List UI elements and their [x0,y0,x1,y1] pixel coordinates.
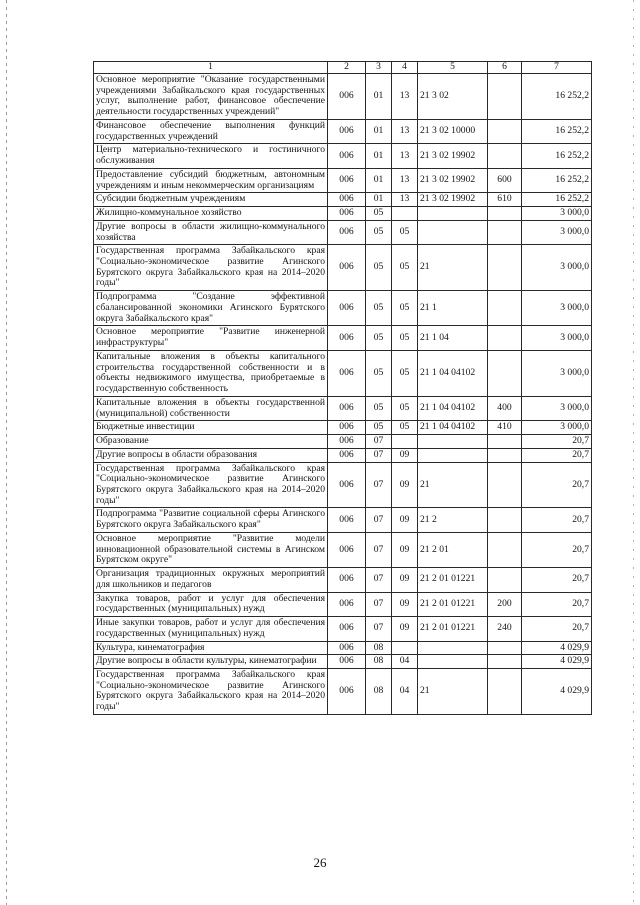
row-expense-type-cell [488,568,522,592]
row-target-article-cell: 21 3 02 19902 [418,144,488,168]
row-target-article-cell: 21 2 [418,508,488,532]
row-target-article-cell: 21 2 01 01221 [418,568,488,592]
row-amount-cell: 4 029,9 [522,641,592,655]
row-section-cell: 07 [366,592,392,616]
row-subsection-cell: 09 [392,592,418,616]
table-row [94,350,592,396]
row-name-cell: Государственная программа Забайкальского края "Социально-экономическое развитие Агинского Бурятского округа Забайкальского края на 2014–2020 годы" [94,245,328,291]
row-target-article-cell: 21 2 01 [418,532,488,567]
row-expense-type-cell [488,462,522,508]
row-expense-type-cell: 410 [488,421,522,435]
row-expense-type-cell [488,326,522,350]
row-admin-code-cell: 006 [328,350,366,396]
row-section-cell: 01 [366,193,392,207]
row-name-cell: Культура, кинематография [94,641,328,655]
row-amount-cell: 20,7 [522,592,592,616]
row-name-cell: Государственная программа Забайкальского края "Социально-экономическое развитие Агинского Бурятского округа Забайкальского края на 2014–2020 годы" [94,668,328,714]
row-section-cell: 08 [366,641,392,655]
row-name-cell: Государственная программа Забайкальского края "Социально-экономическое развитие Агинского Бурятского округа Забайкальского края на 2014–2020 годы" [94,462,328,508]
row-target-article-cell [418,435,488,449]
row-name-cell: Жилищно-коммунальное хозяйство [94,207,328,221]
row-admin-code-cell: 006 [328,193,366,207]
row-amount-cell: 20,7 [522,462,592,508]
row-target-article-cell: 21 1 04 [418,326,488,350]
row-amount-cell: 3 000,0 [522,396,592,420]
row-subsection-cell: 04 [392,668,418,714]
page-number: 26 [313,855,327,870]
row-section-cell: 07 [366,435,392,449]
table-row [94,245,592,291]
row-section-cell: 05 [366,291,392,326]
row-amount-cell: 3 000,0 [522,207,592,221]
row-admin-code-cell: 006 [328,592,366,616]
table-body [94,74,592,715]
row-name-cell: Подпрограмма "Развитие социальной сферы Агинского Бурятского округа Забайкальского края" [94,508,328,532]
row-amount-cell: 20,7 [522,448,592,462]
row-amount-cell: 4 029,9 [522,668,592,714]
row-subsection-cell [392,207,418,221]
row-amount-cell: 20,7 [522,617,592,641]
table-row [94,168,592,192]
row-amount-cell: 16 252,2 [522,193,592,207]
header-col-2: 2 [328,62,366,74]
row-admin-code-cell: 006 [328,326,366,350]
row-amount-cell: 20,7 [522,508,592,532]
row-target-article-cell: 21 2 01 01221 [418,592,488,616]
row-admin-code-cell: 006 [328,655,366,669]
row-expense-type-cell: 200 [488,592,522,616]
row-expense-type-cell [488,448,522,462]
row-subsection-cell: 05 [392,396,418,420]
row-name-cell: Предоставление субсидий бюджетным, автономным учреждениям и иным некоммерческим организациям [94,168,328,192]
row-name-cell: Основное мероприятие "Развитие инженерной инфраструктуры" [94,326,328,350]
table-row [94,655,592,669]
row-section-cell: 05 [366,245,392,291]
row-section-cell: 07 [366,462,392,508]
row-name-cell: Капитальные вложения в объекты государственной (муниципальной) собственности [94,396,328,420]
row-subsection-cell: 09 [392,462,418,508]
row-name-cell: Субсидии бюджетным учреждениям [94,193,328,207]
row-target-article-cell [418,655,488,669]
row-target-article-cell: 21 1 04 04102 [418,421,488,435]
row-name-cell: Центр материально-технического и гостиничного обслуживания [94,144,328,168]
row-amount-cell: 3 000,0 [522,326,592,350]
row-amount-cell: 4 029,9 [522,655,592,669]
row-expense-type-cell [488,435,522,449]
row-expense-type-cell: 400 [488,396,522,420]
row-section-cell: 08 [366,655,392,669]
row-amount-cell: 3 000,0 [522,245,592,291]
row-expense-type-cell: 240 [488,617,522,641]
table-row [94,568,592,592]
row-expense-type-cell [488,655,522,669]
row-amount-cell: 20,7 [522,532,592,567]
row-admin-code-cell: 006 [328,435,366,449]
row-section-cell: 05 [366,350,392,396]
row-amount-cell: 16 252,2 [522,168,592,192]
table-row [94,396,592,420]
row-section-cell: 01 [366,168,392,192]
row-section-cell: 05 [366,396,392,420]
table-row [94,207,592,221]
row-admin-code-cell: 006 [328,617,366,641]
table-row [94,641,592,655]
row-subsection-cell: 05 [392,350,418,396]
row-expense-type-cell [488,207,522,221]
row-name-cell: Закупка товаров, работ и услуг для обеспечения государственных (муниципальных) нужд [94,592,328,616]
row-admin-code-cell: 006 [328,462,366,508]
row-target-article-cell [418,207,488,221]
row-expense-type-cell [488,508,522,532]
row-target-article-cell: 21 [418,245,488,291]
row-name-cell: Другие вопросы в области культуры, кинематографии [94,655,328,669]
row-subsection-cell [392,641,418,655]
table-row [94,462,592,508]
table-row [94,448,592,462]
row-admin-code-cell: 006 [328,396,366,420]
row-section-cell: 08 [366,668,392,714]
row-admin-code-cell: 006 [328,245,366,291]
table-row [94,421,592,435]
row-admin-code-cell: 006 [328,641,366,655]
row-name-cell: Бюджетные инвестиции [94,421,328,435]
row-subsection-cell [392,435,418,449]
row-expense-type-cell [488,668,522,714]
row-section-cell: 01 [366,144,392,168]
row-subsection-cell: 09 [392,568,418,592]
row-section-cell: 05 [366,220,392,244]
row-subsection-cell: 13 [392,119,418,143]
row-section-cell: 07 [366,508,392,532]
row-name-cell: Подпрограмма "Создание эффективной сбалансированной экономики Агинского Бурятского округа Забайкальского края" [94,291,328,326]
row-subsection-cell: 05 [392,326,418,350]
header-col-3: 3 [366,62,392,74]
header-col-5: 5 [418,62,488,74]
table-row [94,291,592,326]
row-expense-type-cell: 600 [488,168,522,192]
table-row [94,326,592,350]
row-section-cell: 05 [366,421,392,435]
row-expense-type-cell [488,291,522,326]
row-subsection-cell: 09 [392,508,418,532]
row-amount-cell: 3 000,0 [522,291,592,326]
table-row [94,508,592,532]
row-subsection-cell: 13 [392,144,418,168]
header-col-6: 6 [488,62,522,74]
row-admin-code-cell: 006 [328,144,366,168]
row-name-cell: Иные закупки товаров, работ и услуг для обеспечения государственных (муниципальных) нужд [94,617,328,641]
header-row [94,62,592,74]
row-expense-type-cell [488,245,522,291]
row-target-article-cell: 21 1 [418,291,488,326]
row-target-article-cell: 21 3 02 19902 [418,168,488,192]
row-subsection-cell: 05 [392,291,418,326]
row-target-article-cell [418,641,488,655]
table-row [94,119,592,143]
row-admin-code-cell: 006 [328,119,366,143]
row-amount-cell: 16 252,2 [522,144,592,168]
budget-table [93,61,592,715]
header-col-1: 1 [94,62,328,74]
table-row [94,617,592,641]
row-expense-type-cell [488,144,522,168]
row-expense-type-cell [488,220,522,244]
row-admin-code-cell: 006 [328,568,366,592]
row-target-article-cell [418,220,488,244]
header-col-4: 4 [392,62,418,74]
row-amount-cell: 3 000,0 [522,350,592,396]
row-admin-code-cell: 006 [328,207,366,221]
row-subsection-cell: 05 [392,220,418,244]
row-name-cell: Финансовое обеспечение выполнения функций государственных учреждений [94,119,328,143]
row-section-cell: 07 [366,448,392,462]
row-target-article-cell: 21 2 01 01221 [418,617,488,641]
row-section-cell: 01 [366,74,392,120]
row-admin-code-cell: 006 [328,532,366,567]
row-subsection-cell: 09 [392,532,418,567]
row-name-cell: Другие вопросы в области жилищно-коммунального хозяйства [94,220,328,244]
row-name-cell: Образование [94,435,328,449]
table-row [94,668,592,714]
row-name-cell: Организация традиционных окружных мероприятий для школьников и педагогов [94,568,328,592]
table-row [94,435,592,449]
row-target-article-cell: 21 3 02 [418,74,488,120]
row-admin-code-cell: 006 [328,168,366,192]
row-section-cell: 05 [366,326,392,350]
row-subsection-cell: 13 [392,74,418,120]
row-amount-cell: 16 252,2 [522,74,592,120]
row-target-article-cell: 21 [418,462,488,508]
header-col-7: 7 [522,62,592,74]
table-row [94,592,592,616]
row-subsection-cell: 13 [392,168,418,192]
row-section-cell: 07 [366,617,392,641]
row-name-cell: Другие вопросы в области образования [94,448,328,462]
row-name-cell: Основное мероприятие "Оказание государственными учреждениями Забайкальского края государственных услуг, выполнение работ, финансовое обеспечение деятельности государственных учреждений" [94,74,328,120]
row-admin-code-cell: 006 [328,220,366,244]
table-row [94,532,592,567]
row-admin-code-cell: 006 [328,421,366,435]
row-expense-type-cell [488,74,522,120]
row-admin-code-cell: 006 [328,448,366,462]
row-target-article-cell: 21 [418,668,488,714]
row-section-cell: 07 [366,568,392,592]
table-row [94,144,592,168]
row-subsection-cell: 09 [392,448,418,462]
row-expense-type-cell [488,350,522,396]
row-name-cell: Капитальные вложения в объекты капитального строительства государственной собственности и в объекты недвижимого имущества, приобретаемые в государственную собственность [94,350,328,396]
row-admin-code-cell: 006 [328,291,366,326]
row-amount-cell: 20,7 [522,435,592,449]
table-row [94,220,592,244]
row-expense-type-cell [488,119,522,143]
row-expense-type-cell [488,641,522,655]
row-subsection-cell: 05 [392,421,418,435]
row-name-cell: Основное мероприятие "Развитие модели инновационной образовательной системы в Агинском Бурятском округе" [94,532,328,567]
row-admin-code-cell: 006 [328,508,366,532]
row-target-article-cell [418,448,488,462]
row-subsection-cell: 09 [392,617,418,641]
row-admin-code-cell: 006 [328,74,366,120]
row-expense-type-cell: 610 [488,193,522,207]
scan-left-edge [6,0,7,905]
row-amount-cell: 20,7 [522,568,592,592]
row-amount-cell: 3 000,0 [522,220,592,244]
row-subsection-cell: 13 [392,193,418,207]
row-target-article-cell: 21 1 04 04102 [418,396,488,420]
row-subsection-cell: 04 [392,655,418,669]
row-target-article-cell: 21 3 02 10000 [418,119,488,143]
scan-right-edge [633,0,634,905]
row-target-article-cell: 21 3 02 19902 [418,193,488,207]
row-amount-cell: 3 000,0 [522,421,592,435]
row-section-cell: 05 [366,207,392,221]
table-row [94,74,592,120]
row-subsection-cell: 05 [392,245,418,291]
row-target-article-cell: 21 1 04 04102 [418,350,488,396]
table-row [94,193,592,207]
row-amount-cell: 16 252,2 [522,119,592,143]
row-section-cell: 01 [366,119,392,143]
row-admin-code-cell: 006 [328,668,366,714]
row-section-cell: 07 [366,532,392,567]
row-expense-type-cell [488,532,522,567]
